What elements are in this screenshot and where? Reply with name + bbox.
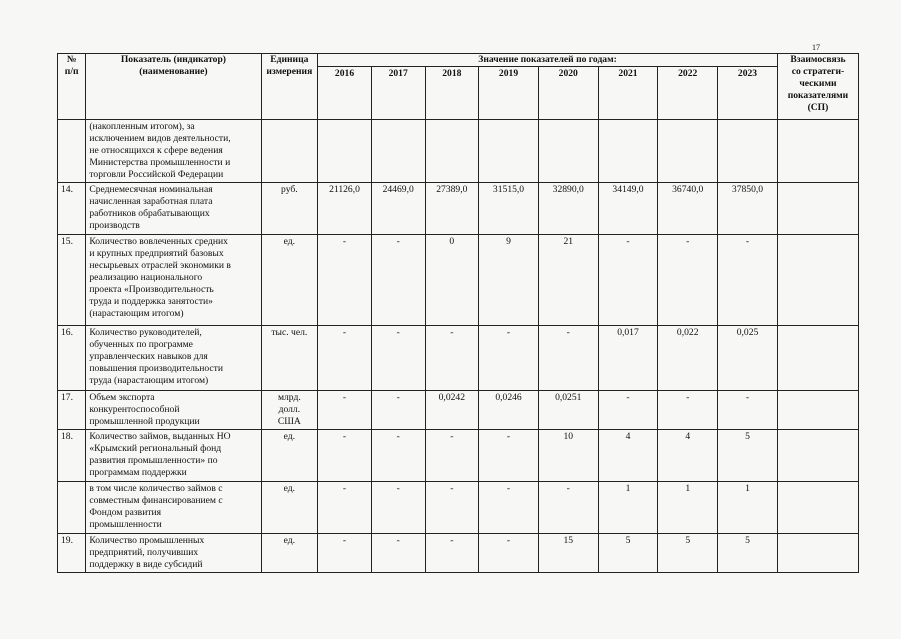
row-number: 14. [58, 182, 86, 234]
value-cell: - [718, 234, 778, 325]
indicator-name: Объем экспорта конкурентоспособной промышленной продукции [86, 390, 261, 429]
sp-cell [777, 182, 858, 234]
header-year: 2018 [425, 66, 479, 119]
header-year: 2019 [479, 66, 539, 119]
value-cell: 5 [658, 533, 718, 572]
value-cell: 1 [658, 481, 718, 533]
value-cell: - [425, 325, 479, 390]
value-cell [371, 119, 425, 182]
value-cell: - [479, 481, 539, 533]
value-cell [425, 119, 479, 182]
value-cell [658, 119, 718, 182]
table-row [58, 234, 859, 325]
value-cell: - [718, 390, 778, 429]
value-cell: - [371, 429, 425, 481]
indicator-name: Количество вовлеченных средних и крупных предприятий базовых несырьевых отраслей экономики в реализацию национального проекта «Производительность труда и поддержка занятости» (нарастающим итогом) [86, 234, 261, 325]
header-year: 2016 [318, 66, 372, 119]
value-cell: 31515,0 [479, 182, 539, 234]
value-cell: - [371, 390, 425, 429]
row-number: 17. [58, 390, 86, 429]
value-cell [598, 119, 658, 182]
header-values-by-year: Значение показателей по годам: [318, 54, 778, 67]
value-cell: - [658, 390, 718, 429]
sp-cell [777, 533, 858, 572]
row-number: 18. [58, 429, 86, 481]
value-cell: 34149,0 [598, 182, 658, 234]
indicator-name: Количество промышленных предприятий, получивших поддержку в виде субсидий [86, 533, 261, 572]
value-cell: - [318, 234, 372, 325]
indicator-name: Количество займов, выданных НО «Крымский региональный фонд развития промышленности» по программам поддержки [86, 429, 261, 481]
sp-cell [777, 234, 858, 325]
row-number: 19. [58, 533, 86, 572]
value-cell [318, 119, 372, 182]
header-year: 2022 [658, 66, 718, 119]
value-cell: 32890,0 [538, 182, 598, 234]
value-cell: 4 [598, 429, 658, 481]
header-unit: Единица измерения [261, 54, 318, 120]
sp-cell [777, 481, 858, 533]
value-cell: 5 [718, 533, 778, 572]
indicator-name: Среднемесячная номинальная начисленная заработная плата работников обрабатывающих производств [86, 182, 261, 234]
row-number [58, 119, 86, 182]
sp-cell [777, 429, 858, 481]
value-cell: 21 [538, 234, 598, 325]
indicator-name: (накопленным итогом), за исключением видов деятельности, не относящихся к сфере ведения Министерства промышленности и торговли Российской Федерации [86, 119, 261, 182]
unit-cell: руб. [261, 182, 318, 234]
value-cell: - [318, 533, 372, 572]
value-cell: - [538, 325, 598, 390]
page-number: 17 [812, 43, 820, 52]
value-cell: 0 [425, 234, 479, 325]
value-cell: 5 [718, 429, 778, 481]
row-number: 15. [58, 234, 86, 325]
value-cell: - [371, 234, 425, 325]
row-number [58, 481, 86, 533]
value-cell: - [658, 234, 718, 325]
unit-cell: ед. [261, 429, 318, 481]
value-cell: 0,017 [598, 325, 658, 390]
sp-cell [777, 390, 858, 429]
table-row [58, 119, 859, 182]
value-cell: 24469,0 [371, 182, 425, 234]
unit-cell: ед. [261, 234, 318, 325]
indicators-table [57, 53, 859, 573]
value-cell: 0,0251 [538, 390, 598, 429]
value-cell: 0,025 [718, 325, 778, 390]
value-cell: - [318, 390, 372, 429]
value-cell: - [479, 429, 539, 481]
value-cell: 9 [479, 234, 539, 325]
indicator-name: в том числе количество займов с совместным финансированием с Фондом развития промышленности [86, 481, 261, 533]
unit-cell: тыс. чел. [261, 325, 318, 390]
header-relation: Взаимосвязь со стратеги- ческими показателями (СП) [777, 54, 858, 120]
value-cell: 5 [598, 533, 658, 572]
header-year: 2020 [538, 66, 598, 119]
header-num: № п/п [58, 54, 86, 120]
value-cell: - [479, 533, 539, 572]
value-cell: - [538, 481, 598, 533]
value-cell: 4 [658, 429, 718, 481]
value-cell: 1 [718, 481, 778, 533]
value-cell: - [425, 481, 479, 533]
value-cell: 1 [598, 481, 658, 533]
table-row [58, 390, 859, 429]
row-number: 16. [58, 325, 86, 390]
sp-cell [777, 325, 858, 390]
value-cell: - [371, 481, 425, 533]
table-row [58, 533, 859, 572]
value-cell: 0,022 [658, 325, 718, 390]
unit-cell: ед. [261, 481, 318, 533]
table-row [58, 481, 859, 533]
header-year: 2017 [371, 66, 425, 119]
value-cell [479, 119, 539, 182]
value-cell: 36740,0 [658, 182, 718, 234]
header-year: 2023 [718, 66, 778, 119]
unit-cell: ед. [261, 533, 318, 572]
sp-cell [777, 119, 858, 182]
value-cell: - [425, 429, 479, 481]
unit-cell: млрд. долл. США [261, 390, 318, 429]
table-body [58, 119, 859, 572]
unit-cell [261, 119, 318, 182]
value-cell: 15 [538, 533, 598, 572]
value-cell: 21126,0 [318, 182, 372, 234]
table-row [58, 429, 859, 481]
value-cell: 27389,0 [425, 182, 479, 234]
value-cell: - [318, 429, 372, 481]
value-cell: - [371, 325, 425, 390]
indicator-name: Количество руководителей, обученных по программе управленческих навыков для повышения производительности труда (нарастающим итогом) [86, 325, 261, 390]
value-cell [718, 119, 778, 182]
value-cell: - [318, 481, 372, 533]
table-row [58, 325, 859, 390]
value-cell: 37850,0 [718, 182, 778, 234]
table-row [58, 182, 859, 234]
value-cell: - [425, 533, 479, 572]
value-cell: - [371, 533, 425, 572]
header-indicator: Показатель (индикатор) (наименование) [86, 54, 261, 120]
header-year: 2021 [598, 66, 658, 119]
value-cell: - [479, 325, 539, 390]
value-cell: 0,0246 [479, 390, 539, 429]
value-cell: - [318, 325, 372, 390]
value-cell: 10 [538, 429, 598, 481]
value-cell: - [598, 390, 658, 429]
value-cell: 0,0242 [425, 390, 479, 429]
value-cell [538, 119, 598, 182]
value-cell: - [598, 234, 658, 325]
